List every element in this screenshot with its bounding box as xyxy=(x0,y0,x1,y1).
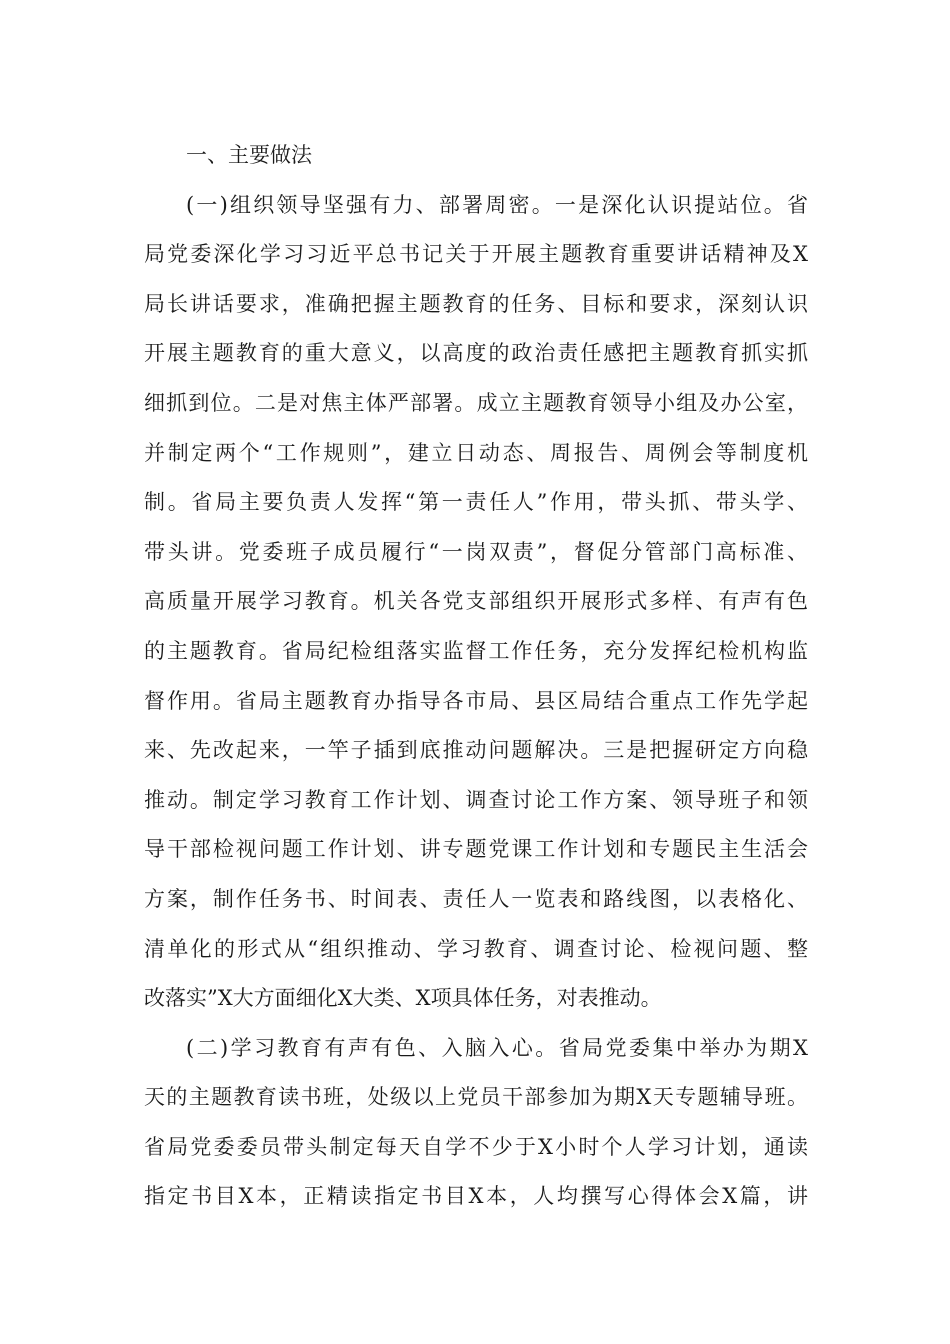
paragraph-line: 局长讲话要求，准确把握主题教育的任务、目标和要求，深刻认识 xyxy=(144,291,808,316)
paragraph-line: 来、先改起来，一竿子插到底推动问题解决。三是把握研定方向稳 xyxy=(144,738,808,763)
paragraph-line: 清单化的形式从“组织推动、学习教育、调查讨论、检视问题、整 xyxy=(144,936,808,961)
paragraph-line: 开展主题教育的重大意义，以高度的政治责任感把主题教育抓实抓 xyxy=(144,341,808,366)
paragraph-line: 带头讲。党委班子成员履行“一岗双责”，督促分管部门高标准、 xyxy=(144,539,808,564)
paragraph-line: (一)组织领导坚强有力、部署周密。一是深化认识提站位。省 xyxy=(186,192,808,217)
paragraph-line: 导干部检视问题工作计划、讲专题党课工作计划和专题民主生活会 xyxy=(144,837,808,862)
paragraph-line: 推动。制定学习教育工作计划、调查讨论工作方案、领导班子和领 xyxy=(144,787,808,812)
paragraph-line: 指定书目X本，正精读指定书目X本，人均撰写心得体会X篇，讲 xyxy=(144,1184,808,1209)
paragraph-line: 方案，制作任务书、时间表、责任人一览表和路线图，以表格化、 xyxy=(144,886,808,911)
paragraph-line: 天的主题教育读书班，处级以上党员干部参加为期X天专题辅导班。 xyxy=(144,1085,808,1110)
paragraph-line: 制。省局主要负责人发挥“第一责任人”作用，带头抓、带头学、 xyxy=(144,490,808,515)
paragraph-line: 高质量开展学习教育。机关各党支部组织开展形式多样、有声有色 xyxy=(144,589,808,614)
paragraph-line: 省局党委委员带头制定每天自学不少于X小时个人学习计划，通读 xyxy=(144,1134,808,1159)
paragraph-line: 局党委深化学习习近平总书记关于开展主题教育重要讲话精神及X xyxy=(144,242,808,267)
document-body xyxy=(144,131,808,1222)
paragraph-line: 细抓到位。二是对焦主体严部署。成立主题教育领导小组及办公室， xyxy=(144,390,808,415)
paragraph-line: 的主题教育。省局纪检组落实监督工作任务，充分发挥纪检机构监 xyxy=(144,638,808,663)
paragraph-line: (二)学习教育有声有色、入脑入心。省局党委集中举办为期X xyxy=(186,1035,808,1060)
section-heading: 一、主要做法 xyxy=(186,143,312,167)
paragraph-line: 督作用。省局主题教育办指导各市局、县区局结合重点工作先学起 xyxy=(144,688,808,713)
paragraph-line: 改落实”X大方面细化X大类、X项具体任务，对表推动。 xyxy=(144,986,662,1011)
paragraph-line: 并制定两个“工作规则”，建立日动态、周报告、周例会等制度机 xyxy=(144,440,808,465)
